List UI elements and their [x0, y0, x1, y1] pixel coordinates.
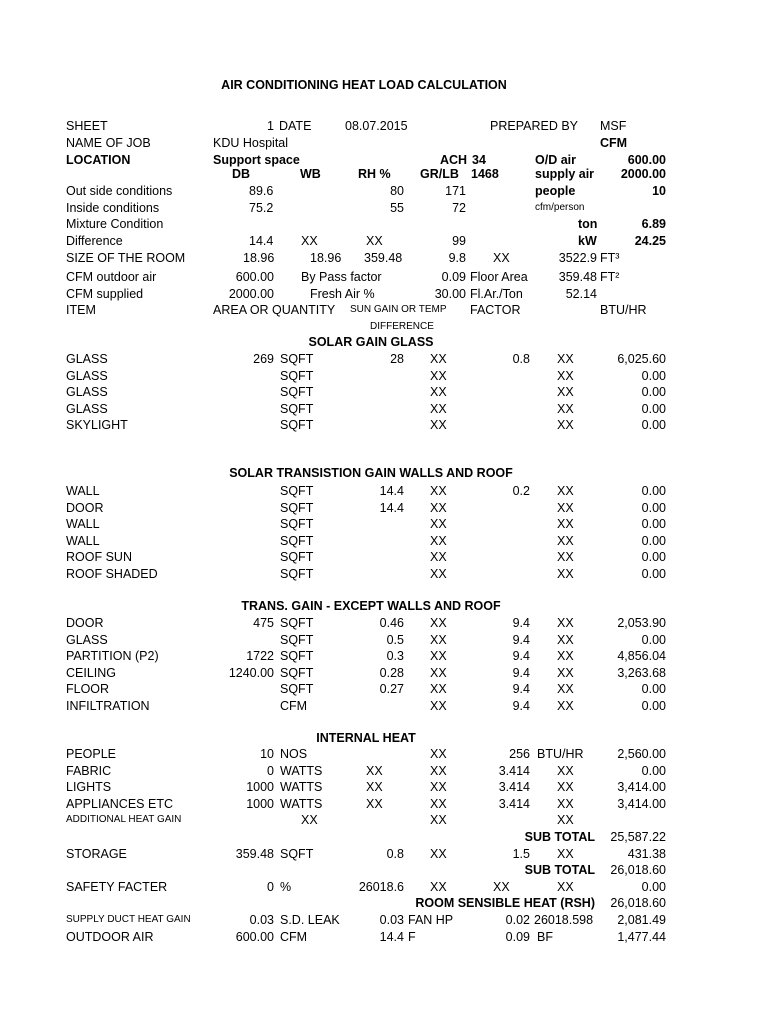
internal-storage-cell: 431.38	[627, 846, 666, 861]
internal-people-cell: 256	[509, 747, 530, 761]
row-factor-cell: 9.4	[512, 649, 530, 664]
internal-safety-cell: 0	[267, 879, 274, 894]
header-cols-cell: RH %	[358, 167, 391, 181]
header-sheet-cell: DATE	[279, 119, 312, 133]
internal-outdoor-cell: CFM	[280, 929, 308, 944]
internal-outdoor-cell: 600.00	[235, 929, 274, 944]
internal-fabric-cell: 0	[267, 763, 274, 778]
internal-fabric-cell: 0.00	[641, 763, 666, 778]
row-unit-cell: SQFT	[280, 484, 314, 498]
internal-outdoor-cell: 0.09	[505, 929, 530, 944]
row-btu-cell: 2,053.90	[617, 616, 666, 630]
header-cfm_outdoor-cell: 0.09	[441, 270, 466, 284]
header-inside-cell: 75.2	[249, 201, 274, 215]
internal-additional-cell: ADDITIONAL HEAT GAIN	[66, 814, 182, 826]
row-val-cell: 0.5	[386, 632, 404, 647]
internal-appliances-cell: 1000	[246, 796, 274, 811]
row-x2-cell: XX	[557, 567, 574, 581]
row-x1-cell: XX	[430, 649, 447, 664]
header-location-cell: LOCATION	[66, 153, 131, 167]
internal-fabric-cell: XX	[366, 763, 383, 778]
header-mixture-cell: Mixture Condition	[66, 217, 164, 231]
row-x2-cell: XX	[557, 484, 574, 498]
row-unit-cell: CFM	[280, 699, 308, 713]
header-item-cell: FACTOR	[470, 303, 521, 317]
internal-subtotal2-cell: 26,018.60	[610, 863, 666, 878]
header-sheet-cell: 08.07.2015	[345, 119, 408, 133]
row-unit-cell: SQFT	[280, 665, 314, 680]
header-mixture-cell: 6.89	[641, 217, 666, 231]
row-unit-cell: SQFT	[280, 418, 314, 433]
internal-duct-cell: 0.02	[505, 913, 530, 927]
row-qty-cell: 1240.00	[228, 665, 274, 680]
header-cfm_outdoor-cell: 600.00	[235, 270, 274, 284]
row-unit-cell: SQFT	[280, 550, 314, 565]
row-x2-cell: XX	[557, 616, 574, 630]
header-cols-cell: supply air	[535, 167, 595, 181]
row-btu-cell: 6,025.60	[617, 352, 666, 366]
row-x1-cell: XX	[430, 385, 447, 400]
row-item-cell: CEILING	[66, 665, 117, 680]
row-item-cell: GLASS	[66, 352, 108, 366]
row-x2-cell: XX	[557, 682, 574, 697]
header-difference-cell: Difference	[66, 234, 123, 248]
header-size-cell: 18.96	[310, 251, 342, 265]
header-outside-cell: 171	[445, 184, 466, 198]
header-cfm_supplied-cell: CFM supplied	[66, 287, 144, 301]
header-cols-cell: 2000.00	[620, 167, 666, 181]
header-size-cell: 9.8	[448, 251, 466, 265]
internal-storage-cell: SQFT	[280, 846, 314, 861]
internal-lights-cell: 3,414.00	[617, 780, 666, 795]
row-btu-cell: 0.00	[641, 500, 666, 515]
row-item-cell: GLASS	[66, 401, 108, 416]
internal-appliances-cell: XX	[557, 796, 574, 811]
header-inside-cell: Inside conditions	[66, 201, 160, 215]
row-unit-cell: SQFT	[280, 401, 314, 416]
internal-people-cell: XX	[430, 747, 447, 761]
header-difference-cell: XX	[366, 234, 383, 248]
row-item-cell: ROOF SUN	[66, 550, 132, 565]
row-item-cell: FLOOR	[66, 682, 110, 697]
row-x1-cell: XX	[430, 682, 447, 697]
header-cfm_outdoor-cell: By Pass factor	[301, 270, 382, 284]
header-difference-cell: 24.25	[634, 234, 666, 248]
internal-appliances-cell: APPLIANCES ETC	[66, 796, 173, 811]
internal-duct-cell: 2,081.49	[617, 913, 666, 927]
internal-storage-cell: STORAGE	[66, 846, 127, 861]
header-size-cell: FT³	[600, 251, 620, 265]
row-factor-cell: 9.4	[512, 665, 530, 680]
internal-storage-cell: XX	[557, 846, 574, 861]
header-location-cell: 600.00	[627, 153, 666, 167]
row-unit-cell: SQFT	[280, 616, 314, 630]
row-x2-cell: XX	[557, 632, 574, 647]
header-item2-cell: DIFFERENCE	[370, 321, 434, 332]
header-inside-cell: 72	[452, 201, 466, 215]
internal-additional-cell: XX	[430, 813, 447, 828]
row-unit-cell: SQFT	[280, 682, 314, 697]
row-btu-cell: 0.00	[641, 418, 666, 433]
header-cfm_outdoor-cell: Floor Area	[470, 270, 528, 284]
header-outside-cell: people	[535, 184, 576, 198]
header-sheet-cell: PREPARED BY	[490, 119, 578, 133]
internal-lights-cell: 3.414	[498, 780, 530, 795]
internal-fabric-cell: 3.414	[498, 763, 530, 778]
internal-lights-cell: LIGHTS	[66, 780, 112, 795]
row-qty-cell: 475	[253, 616, 274, 630]
header-item-cell: ITEM	[66, 303, 96, 317]
row-factor-cell: 9.4	[512, 616, 530, 630]
header-cfm_supplied-cell: 52.14	[565, 287, 597, 301]
internal-lights-cell: XX	[557, 780, 574, 795]
header-difference-cell: kW	[578, 234, 597, 248]
row-x2-cell: XX	[557, 385, 574, 400]
row-btu-cell: 0.00	[641, 567, 666, 581]
header-job-cell: NAME OF JOB	[66, 136, 151, 150]
header-cfm_outdoor-cell: FT²	[600, 270, 620, 284]
row-unit-cell: SQFT	[280, 649, 314, 664]
row-x2-cell: XX	[557, 352, 574, 366]
internal-safety-cell: XX	[557, 879, 574, 894]
header-cols-cell: GR/LB	[420, 167, 459, 181]
row-btu-cell: 0.00	[641, 368, 666, 383]
section-title: SOLAR GAIN GLASS	[308, 335, 434, 349]
internal-appliances-cell: 3.414	[498, 796, 530, 811]
row-factor-cell: 9.4	[512, 682, 530, 697]
row-btu-cell: 0.00	[641, 401, 666, 416]
row-x1-cell: XX	[430, 368, 447, 383]
row-unit-cell: SQFT	[280, 385, 314, 400]
row-x1-cell: XX	[430, 418, 447, 433]
internal-duct-cell: S.D. LEAK	[280, 913, 340, 927]
header-mixture-cell: ton	[578, 217, 598, 231]
row-x1-cell: XX	[430, 699, 447, 713]
header-size-cell: 3522.9	[558, 251, 597, 265]
row-item-cell: INFILTRATION	[66, 699, 150, 713]
internal-safety-cell: 0.00	[641, 879, 666, 894]
internal-storage-cell: XX	[430, 846, 447, 861]
row-x1-cell: XX	[430, 616, 447, 630]
row-x2-cell: XX	[557, 500, 574, 515]
header-location-cell: 34	[472, 153, 486, 167]
internal-safety-cell: XX	[493, 879, 510, 894]
internal-appliances-cell: 3,414.00	[617, 796, 666, 811]
row-x1-cell: XX	[430, 401, 447, 416]
internal-people-cell: BTU/HR	[537, 747, 584, 761]
row-val-cell: 0.28	[379, 665, 404, 680]
internal-subtotal2-cell: SUB TOTAL	[524, 863, 595, 878]
internal-fabric-cell: XX	[430, 763, 447, 778]
internal-outdoor-cell: 14.4	[379, 929, 404, 944]
header-cols-cell: 1468	[471, 167, 499, 181]
row-item-cell: GLASS	[66, 385, 108, 400]
row-item-cell: WALL	[66, 517, 100, 532]
row-x2-cell: XX	[557, 699, 574, 713]
header-size-cell: 359.48	[364, 251, 403, 265]
row-x2-cell: XX	[557, 665, 574, 680]
header-inside-cell: 55	[390, 201, 404, 215]
row-x2-cell: XX	[557, 418, 574, 433]
header-cols-cell: WB	[300, 167, 321, 181]
header-size-cell: XX	[493, 251, 510, 265]
header-outside-cell: 10	[652, 184, 666, 198]
row-x2-cell: XX	[557, 550, 574, 565]
internal-people-cell: 10	[260, 747, 274, 761]
internal-storage-cell: 1.5	[512, 846, 530, 861]
header-cfm_supplied-cell: Fl.Ar./Ton	[470, 287, 523, 301]
internal-rsh-cell: ROOM SENSIBLE HEAT (RSH)	[415, 896, 595, 911]
row-x2-cell: XX	[557, 533, 574, 548]
row-factor-cell: 9.4	[512, 632, 530, 647]
internal-appliances-cell: XX	[366, 796, 383, 811]
row-unit-cell: SQFT	[280, 533, 314, 548]
row-val-cell: 0.3	[386, 649, 404, 664]
row-x1-cell: XX	[430, 550, 447, 565]
header-size-cell: 18.96	[243, 251, 275, 265]
row-qty-cell: 269	[253, 352, 274, 366]
internal-storage-cell: 0.8	[386, 846, 404, 861]
row-val-cell: 0.46	[379, 616, 404, 630]
header-location-cell: ACH	[440, 153, 468, 167]
internal-people-cell: PEOPLE	[66, 747, 117, 761]
row-item-cell: WALL	[66, 484, 100, 498]
row-btu-cell: 0.00	[641, 385, 666, 400]
row-item-cell: ROOF SHADED	[66, 567, 158, 581]
internal-outdoor-cell: F	[408, 929, 416, 944]
internal-duct-cell: SUPPLY DUCT HEAT GAIN	[66, 914, 191, 925]
row-x2-cell: XX	[557, 368, 574, 383]
row-val-cell: 28	[390, 352, 404, 366]
internal-subtotal1-cell: 25,587.22	[610, 830, 666, 844]
row-x1-cell: XX	[430, 517, 447, 532]
internal-fabric-cell: XX	[557, 763, 574, 778]
internal-appliances-cell: WATTS	[280, 796, 323, 811]
internal-outdoor-cell: OUTDOOR AIR	[66, 929, 154, 944]
internal-additional-cell: XX	[301, 813, 318, 828]
row-val-cell: 14.4	[379, 484, 404, 498]
row-btu-cell: 0.00	[641, 632, 666, 647]
header-item-cell: BTU/HR	[600, 303, 647, 317]
row-x2-cell: XX	[557, 517, 574, 532]
header-job-cell: KDU Hospital	[213, 136, 289, 150]
header-item-cell: AREA OR QUANTITY	[213, 303, 336, 317]
row-x1-cell: XX	[430, 533, 447, 548]
header-cfm_outdoor-cell: CFM outdoor air	[66, 270, 157, 284]
internal-fabric-cell: WATTS	[280, 763, 323, 778]
header-item-cell: SUN GAIN OR TEMP	[350, 304, 447, 315]
row-item-cell: DOOR	[66, 500, 104, 515]
row-btu-cell: 0.00	[641, 533, 666, 548]
row-item-cell: GLASS	[66, 632, 108, 647]
header-difference-cell: 99	[452, 234, 466, 248]
header-sheet-cell: 1	[267, 119, 274, 133]
internal-duct-cell: 0.03	[249, 913, 274, 927]
row-x1-cell: XX	[430, 632, 447, 647]
row-x1-cell: XX	[430, 500, 447, 515]
row-x2-cell: XX	[557, 401, 574, 416]
row-factor-cell: 0.2	[512, 484, 530, 498]
row-item-cell: GLASS	[66, 368, 108, 383]
internal-outdoor-cell: 1,477.44	[617, 929, 666, 944]
internal-safety-cell: 26018.6	[358, 879, 404, 894]
row-item-cell: SKYLIGHT	[66, 418, 128, 433]
row-unit-cell: SQFT	[280, 632, 314, 647]
header-outside-cell: Out side conditions	[66, 184, 173, 198]
header-location-cell: O/D air	[535, 153, 576, 167]
internal-safety-cell: SAFETY FACTER	[66, 879, 168, 894]
internal-people-cell: NOS	[280, 747, 308, 761]
internal-additional-cell: XX	[557, 813, 574, 828]
header-job-cell: CFM	[600, 136, 628, 150]
sheet-title: AIR CONDITIONING HEAT LOAD CALCULATION	[221, 78, 507, 92]
header-location-cell: Support space	[213, 153, 300, 167]
header-cfm_outdoor-cell: 359.48	[558, 270, 597, 284]
header-size-cell: SIZE OF THE ROOM	[66, 251, 186, 265]
row-btu-cell: 0.00	[641, 682, 666, 697]
row-unit-cell: SQFT	[280, 368, 314, 383]
row-btu-cell: 4,856.04	[617, 649, 666, 664]
internal-fabric-cell: FABRIC	[66, 763, 112, 778]
row-btu-cell: 0.00	[641, 550, 666, 565]
row-btu-cell: 0.00	[641, 517, 666, 532]
internal-people-cell: 2,560.00	[617, 747, 666, 761]
internal-outdoor-cell: BF	[537, 929, 553, 944]
row-x1-cell: XX	[430, 352, 447, 366]
row-x1-cell: XX	[430, 484, 447, 498]
row-factor-cell: 9.4	[512, 699, 530, 713]
header-sheet-cell: SHEET	[66, 119, 108, 133]
row-qty-cell: 1722	[246, 649, 274, 664]
row-x1-cell: XX	[430, 567, 447, 581]
header-difference-cell: 14.4	[249, 234, 274, 248]
section-title: TRANS. GAIN - EXCEPT WALLS AND ROOF	[241, 599, 501, 613]
internal-safety-cell: XX	[430, 879, 447, 894]
row-btu-cell: 3,263.68	[617, 665, 666, 680]
row-unit-cell: SQFT	[280, 567, 314, 581]
internal-lights-cell: WATTS	[280, 780, 323, 795]
internal-lights-cell: XX	[366, 780, 383, 795]
header-difference-cell: XX	[301, 234, 318, 248]
internal-subtotal1-cell: SUB TOTAL	[524, 830, 595, 844]
header-cols-cell: DB	[232, 167, 251, 181]
internal-duct-cell: FAN HP	[408, 913, 454, 927]
row-factor-cell: 0.8	[512, 352, 530, 366]
internal-appliances-cell: XX	[430, 796, 447, 811]
internal-rsh-cell: 26,018.60	[610, 896, 666, 911]
internal-storage-cell: 359.48	[235, 846, 274, 861]
header-sheet-cell: MSF	[600, 119, 627, 133]
internal-duct-cell: 0.03	[379, 913, 404, 927]
internal-lights-cell: XX	[430, 780, 447, 795]
row-item-cell: WALL	[66, 533, 100, 548]
row-unit-cell: SQFT	[280, 352, 314, 366]
row-val-cell: 0.27	[379, 682, 404, 697]
row-unit-cell: SQFT	[280, 517, 314, 532]
row-val-cell: 14.4	[379, 500, 404, 515]
section-title: INTERNAL HEAT	[316, 731, 416, 745]
section-title: SOLAR TRANSISTION GAIN WALLS AND ROOF	[229, 466, 513, 480]
row-btu-cell: 0.00	[641, 484, 666, 498]
header-cfm_supplied-cell: 2000.00	[228, 287, 274, 301]
internal-duct-cell: 26018.598	[534, 913, 594, 927]
header-cfm_supplied-cell: 30.00	[434, 287, 466, 301]
row-item-cell: DOOR	[66, 616, 104, 630]
header-cfm_supplied-cell: Fresh Air %	[310, 287, 375, 301]
row-x1-cell: XX	[430, 665, 447, 680]
row-item-cell: PARTITION (P2)	[66, 649, 159, 664]
row-btu-cell: 0.00	[641, 699, 666, 713]
row-unit-cell: SQFT	[280, 500, 314, 515]
row-x2-cell: XX	[557, 649, 574, 664]
header-outside-cell: 89.6	[249, 184, 274, 198]
internal-lights-cell: 1000	[246, 780, 274, 795]
internal-safety-cell: %	[280, 879, 292, 894]
header-outside-cell: 80	[390, 184, 404, 198]
header-inside-cell: cfm/person	[535, 202, 585, 213]
